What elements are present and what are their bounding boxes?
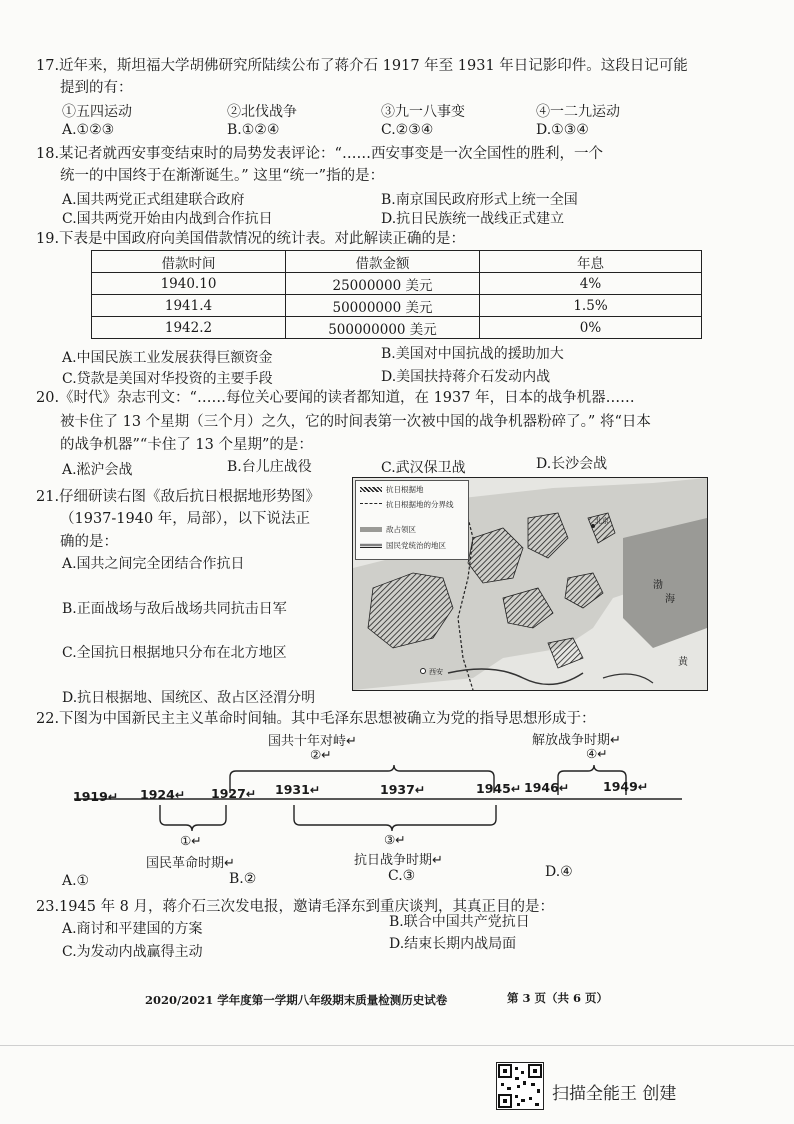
timeline-label-anti-japanese: 抗日战争时期↵ bbox=[354, 853, 443, 868]
timeline-year-1919: 1919↵ bbox=[73, 789, 119, 804]
q21-stem-line3: 确的是： bbox=[60, 534, 118, 550]
timeline-marker-2: ②↵ bbox=[310, 747, 332, 762]
map-label-hai: 海 bbox=[665, 594, 675, 605]
map-label-beijing: 北京 bbox=[595, 517, 609, 525]
q23-stem: 23.1945 年 8 月，蒋介石三次发电报，邀请毛泽东到重庆谈判，其真正目的是： bbox=[36, 899, 555, 915]
q23-option-a[interactable]: A.商讨和平建国的方案 bbox=[62, 921, 203, 937]
q18-stem-line1: 18.某记者就西安事变结束时的局势发表评论：“……西安事变是一次全国性的胜利，一个 bbox=[36, 146, 603, 162]
loan-interest: 0% bbox=[480, 317, 702, 339]
q17-item-2: ②北伐战争 bbox=[227, 104, 297, 120]
timeline-marker-1: ①↵ bbox=[180, 833, 202, 848]
legend-boundary: 抗日根据地的分界线 bbox=[386, 500, 454, 509]
q17-item-4: ④一二九运动 bbox=[536, 104, 620, 120]
q21-stem-line1: 21.仔细研读右图《敌后抗日根据地形势图》 bbox=[36, 489, 321, 505]
q21-option-c[interactable]: C.全国抗日根据地只分布在北方地区 bbox=[62, 645, 287, 661]
timeline-label-liberation: 解放战争时期↵ bbox=[532, 733, 621, 748]
q22-option-b[interactable]: B.② bbox=[229, 871, 257, 887]
q17-option-d[interactable]: D.①③④ bbox=[536, 122, 589, 138]
q17-item-3: ③九一八事变 bbox=[381, 104, 465, 120]
timeline-marker-4: ④↵ bbox=[586, 746, 608, 761]
q23-option-b[interactable]: B.联合中国共产党抗日 bbox=[389, 914, 530, 930]
q18-option-d[interactable]: D.抗日民族统一战线正式建立 bbox=[381, 211, 565, 227]
loan-interest: 1.5% bbox=[480, 295, 702, 317]
map-legend bbox=[355, 480, 469, 560]
q18-option-a[interactable]: A.国共两党正式组建联合政府 bbox=[62, 192, 245, 208]
loan-table-header-amount: 借款金额 bbox=[286, 251, 480, 273]
q17-option-b[interactable]: B.①②④ bbox=[227, 122, 280, 138]
q18-option-c[interactable]: C.国共两党开始由内战到合作抗日 bbox=[62, 211, 273, 227]
timeline-label-national-revolution: 国民革命时期↵ bbox=[146, 856, 235, 871]
loan-time: 1940.10 bbox=[92, 273, 286, 295]
legend-swatch-boundary bbox=[360, 503, 382, 504]
loan-table bbox=[91, 250, 702, 339]
loan-interest: 4% bbox=[480, 273, 702, 295]
legend-swatch-base bbox=[360, 487, 382, 492]
q20-option-d[interactable]: D.长沙会战 bbox=[536, 456, 608, 472]
timeline-year-1931: 1931↵ bbox=[275, 782, 321, 797]
q21-option-d[interactable]: D.抗日根据地、国统区、敌占区泾渭分明 bbox=[62, 690, 316, 706]
loan-time: 1942.2 bbox=[92, 317, 286, 339]
q17-stem-line2: 提到的有： bbox=[60, 80, 133, 96]
q17-item-1: ①五四运动 bbox=[62, 104, 132, 120]
map-label-bo: 渤 bbox=[653, 580, 663, 591]
q23-option-c[interactable]: C.为发动内战赢得主动 bbox=[62, 944, 203, 960]
table-row bbox=[92, 295, 702, 317]
q21-option-a[interactable]: A.国共之间完全团结合作抗日 bbox=[62, 556, 245, 572]
legend-swatch-kmt bbox=[360, 543, 382, 548]
q20-stem-line2: 被卡住了 13 个星期（三个月）之久，它的时间表第一次被中国的战争机器粉碎了。” 将“日本 bbox=[60, 414, 651, 430]
q19-option-a[interactable]: A.中国民族工业发展获得巨额资金 bbox=[62, 350, 273, 366]
q19-option-c[interactable]: C.贷款是美国对华投资的主要手段 bbox=[62, 371, 273, 387]
q22-stem: 22.下图为中国新民主主义革命时间轴。其中毛泽东思想被确立为党的指导思想形成于： bbox=[36, 711, 596, 727]
q19-option-d[interactable]: D.美国扶持蒋介石发动内战 bbox=[381, 369, 551, 385]
q22-option-d[interactable]: D.④ bbox=[545, 864, 573, 880]
loan-amount: 500000000 美元 bbox=[286, 317, 480, 339]
timeline-label-ten-years: 国共十年对峙↵ bbox=[268, 734, 357, 749]
scanner-watermark: 扫描全能王 创建 bbox=[552, 1084, 677, 1104]
loan-time: 1941.4 bbox=[92, 295, 286, 317]
q20-option-c[interactable]: C.武汉保卫战 bbox=[381, 460, 466, 476]
loan-amount: 25000000 美元 bbox=[286, 273, 480, 295]
page-divider bbox=[0, 1045, 794, 1046]
timeline-year-1946: 1946↵ bbox=[524, 780, 570, 795]
timeline-year-1927: 1927↵ bbox=[211, 786, 257, 801]
q17-option-c[interactable]: C.②③④ bbox=[381, 122, 434, 138]
timeline-year-1937: 1937↵ bbox=[380, 782, 426, 797]
map-label-xian: 西安 bbox=[429, 668, 443, 676]
timeline-year-1945: 1945↵ bbox=[476, 781, 522, 796]
q20-stem-line1: 20.《时代》杂志刊文：“……每位关心要闻的读者都知道，在 1937 年，日本的战争机器…… bbox=[36, 390, 635, 406]
q22-option-a[interactable]: A.① bbox=[62, 873, 90, 889]
timeline-year-1924: 1924↵ bbox=[140, 787, 186, 802]
footer-page-number: 第 3 页（共 6 页） bbox=[507, 991, 609, 1005]
q20-option-b[interactable]: B.台儿庄战役 bbox=[227, 459, 312, 475]
q22-option-c[interactable]: C.③ bbox=[388, 868, 416, 884]
legend-kmt: 国民党统治的地区 bbox=[386, 541, 446, 550]
q17-option-a[interactable]: A.①②③ bbox=[62, 122, 115, 138]
q23-option-d[interactable]: D.结束长期内战局面 bbox=[389, 936, 517, 952]
q18-stem-line2: 统一的中国终于在渐渐诞生。” 这里“统一”指的是： bbox=[60, 168, 385, 184]
legend-swatch-occupied bbox=[360, 527, 382, 532]
legend-occupied: 敌占领区 bbox=[386, 525, 416, 534]
legend-base-area: 抗日根据地 bbox=[386, 485, 424, 494]
base-area-map bbox=[352, 477, 708, 691]
q20-stem-line3: 的战争机器”“卡住了 13 个星期”的是： bbox=[60, 437, 313, 453]
loan-table-header-interest: 年息 bbox=[480, 251, 702, 273]
q19-stem: 19.下表是中国政府向美国借款情况的统计表。对此解读正确的是： bbox=[36, 231, 466, 247]
q17-stem-line1: 17.近年来，斯坦福大学胡佛研究所陆续公布了蒋介石 1917 年至 1931 年日记影印件。这段日记可能 bbox=[36, 58, 688, 74]
q20-option-a[interactable]: A.淞沪会战 bbox=[62, 462, 133, 478]
loan-table-header-time: 借款时间 bbox=[92, 251, 286, 273]
q21-stem-line2: （1937-1940 年，局部），以下说法正 bbox=[60, 511, 311, 527]
table-row bbox=[92, 317, 702, 339]
timeline-year-1949: 1949↵ bbox=[603, 779, 649, 794]
q18-option-b[interactable]: B.南京国民政府形式上统一全国 bbox=[381, 192, 578, 208]
timeline-marker-3: ③↵ bbox=[384, 832, 406, 847]
q19-option-b[interactable]: B.美国对中国抗战的援助加大 bbox=[381, 346, 564, 362]
loan-amount: 50000000 美元 bbox=[286, 295, 480, 317]
qr-code-icon bbox=[496, 1062, 544, 1110]
map-label-huang: 黄 bbox=[678, 657, 688, 668]
q21-option-b[interactable]: B.正面战场与敌后战场共同抗击日军 bbox=[62, 601, 287, 617]
footer-title: 2020/2021 学年度第一学期八年级期末质量检测历史试卷 bbox=[145, 993, 448, 1007]
table-row bbox=[92, 273, 702, 295]
